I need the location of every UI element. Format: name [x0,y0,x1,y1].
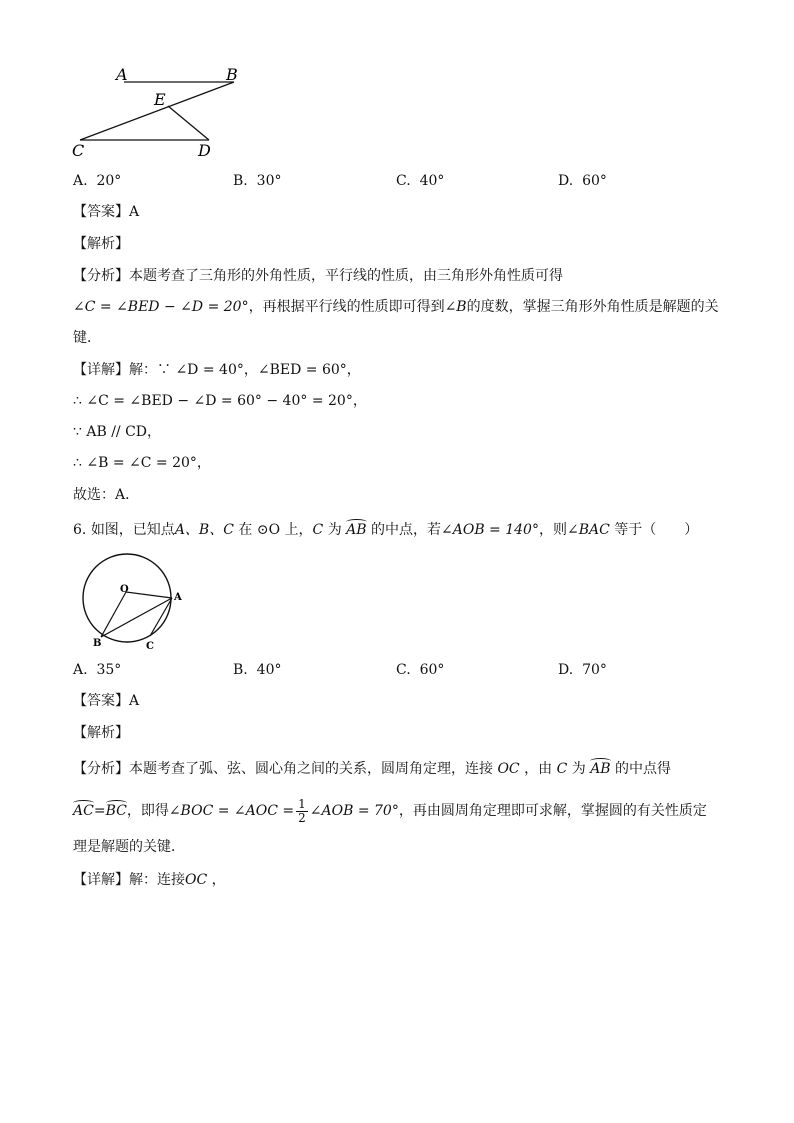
q5-answer: 【答案】A [73,204,140,220]
label-b: B [226,65,238,84]
circle-figure [76,550,188,652]
q5-detail-line2: ∴ ∠C = ∠BED − ∠D = 60° − 40° = 20°， [73,393,367,409]
q6-option-c: C. 60° [396,662,445,678]
q5-option-a: A. 20° [73,173,122,189]
q5-detail-line1: 【详解】解：∵ ∠D = 40°，∠BED = 60°， [73,362,361,378]
q5-fenxi-line3: 键． [73,330,101,346]
q6-option-d: D. 70° [558,662,607,678]
q5-detail-line4: ∴ ∠B = ∠C = 20°， [73,455,211,471]
q6-option-a: A. 35° [73,662,122,678]
label-e: E [154,90,166,109]
segment-ed [168,106,209,140]
q5-fenxi-line2: ∠C = ∠BED − ∠D = 20°，再根据平行线的性质即可得到∠B的度数，掌握三角形外角性质是解题的关 [73,299,719,315]
label-a: A [116,65,128,84]
q5-analysis-tag: 【解析】 [73,236,129,252]
label-c: C [146,641,154,652]
q5-detail-line5: 故选：A． [73,487,140,503]
label-d: D [198,141,211,160]
q6-fenxi-line1: 【分析】本题考查了弧、弦、圆心角之间的关系，圆周角定理，连接 OC ，由 C 为 AB 的中点得 [73,761,672,777]
q5-option-b: B. 30° [233,173,282,189]
label-o: O [120,584,129,595]
segment-oa [126,592,172,598]
q5-fenxi-line1: 【分析】本题考查了三角形的外角性质，平行线的性质，由三角形外角性质可得 [73,268,563,284]
fraction-one-half: $\frac{1}{2}$ [298,796,306,825]
q6-stem: 6. 如图，已知点A、B、C 在 ⊙O 上，C 为 AB 的中点，若∠AOB = 140°，则∠BAC 等于（ ） [73,522,699,538]
q5-detail-line3: ∵ AB // CD， [73,424,162,440]
triangle-figure [66,60,256,162]
label-b: B [93,638,102,649]
label-a: A [174,592,182,603]
q6-option-b: B. 40° [233,662,282,678]
q6-answer: 【答案】A [73,693,140,709]
circle-o [83,554,171,642]
q6-fenxi-line2: AC = BC ，即得 ∠BOC = ∠AOC = $\frac{1}{2}$ ∠AOB = 70° ，再由圆周角定理即可求解，掌握圆的有关性质定 [73,796,707,825]
q6-detail-line1: 【详解】解：连接OC ， [73,872,226,888]
q5-option-c: C. 40° [396,173,445,189]
q6-analysis-tag: 【解析】 [73,725,129,741]
q6-fenxi-line3: 理是解题的关键． [73,839,185,855]
label-c: C [72,141,85,160]
q5-option-d: D. 60° [558,173,607,189]
